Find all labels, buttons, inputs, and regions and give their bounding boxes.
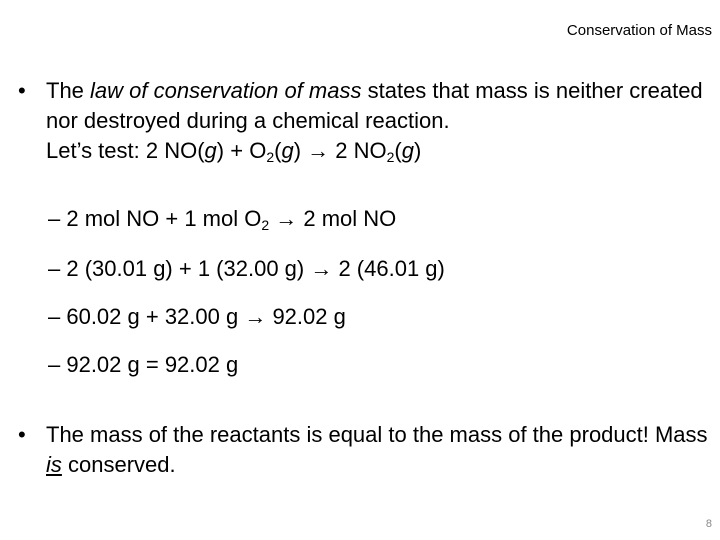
slide-header-title: Conservation of Mass	[566, 22, 712, 39]
bullet-conclusion	[18, 420, 708, 480]
sub-line-moles: – 2 mol NO + 1 mol $O_2 \to 2$ mol NO	[48, 206, 397, 233]
bullet-icon: •	[18, 78, 26, 103]
sub-line-grams: – 60.02 g + 32.00 g → 92.02 g	[48, 304, 346, 329]
bullet-text: The mass of the reactants is equal to the mass of the product! Mass is conserved.	[46, 422, 708, 477]
law-term: law of conservation of mass	[90, 78, 362, 103]
bullet-text: The law of conservation of mass states that mass is neither created nor destroyed during a chemical reaction. Let’s test: 2 $NO(g) + O_2(g) \to 2$ $NO_2(g)$	[46, 78, 703, 165]
sub-line-molar-masses: – 2 (30.01 g) + 1 (32.00 g) → 2 (46.01 g)	[48, 256, 445, 281]
test-equation: Let’s test: 2 $NO(g) + O_2(g) \to 2$ $NO_2(g)$	[46, 138, 422, 165]
bullet-icon: •	[18, 422, 26, 447]
page-number: 8	[705, 518, 712, 530]
sub-line-equality: – 92.02 g = 92.02 g	[48, 352, 239, 377]
emphasis-is: is	[46, 452, 62, 477]
bullet-law-statement	[18, 76, 708, 166]
